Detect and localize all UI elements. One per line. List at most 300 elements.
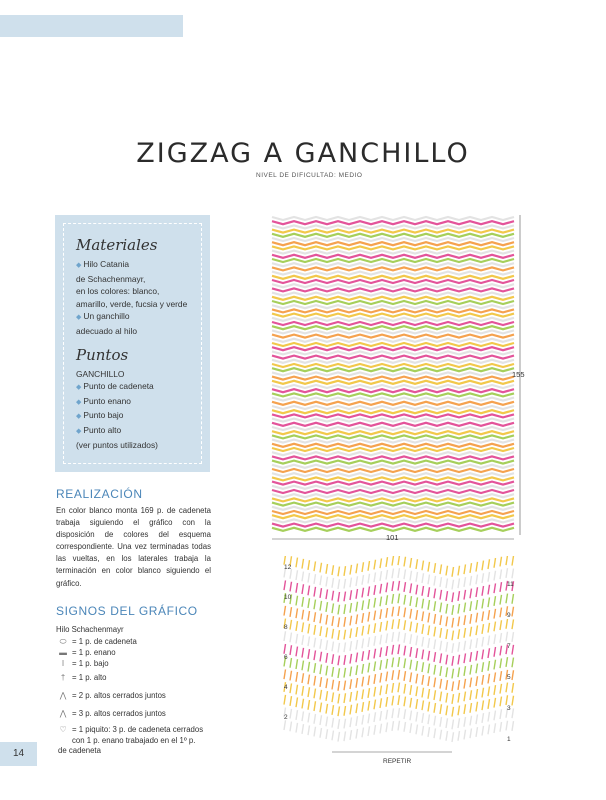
- chart-row-number: 11: [507, 581, 514, 588]
- chart-stitch: [326, 615, 328, 625]
- chart-stitch: [386, 722, 388, 732]
- realization-text: En color blanco monta 169 p. de cadeneta trabaja siguiendo el gráfico con la disposición de colores del esquema correspondiente. Una vez terminadas todas las vueltas, en los laterales trabaja la terminación en color blanco siguiendo el gráfico.: [56, 506, 211, 588]
- chart-stitch: [284, 644, 286, 654]
- repeat-label: REPETIR: [383, 758, 412, 765]
- chart-stitch: [356, 602, 358, 612]
- chart-stitch: [506, 657, 508, 667]
- chart-stitch: [416, 648, 418, 658]
- chart-stitch: [308, 624, 310, 634]
- chart-stitch: [284, 695, 286, 705]
- sign-legend-item: [56, 687, 221, 705]
- chart-stitch: [428, 575, 430, 585]
- chart-stitch: [296, 659, 298, 669]
- chart-stitch: [356, 576, 358, 586]
- chart-stitch: [500, 722, 502, 732]
- chart-stitch: [296, 583, 298, 593]
- chart-stitch: [302, 610, 304, 620]
- chart-stitch: [506, 619, 508, 629]
- blanket-stripe: [272, 431, 514, 434]
- chart-stitch: [422, 611, 424, 621]
- crochet-stitch-chart: [262, 556, 528, 771]
- chart-stitch: [458, 731, 460, 741]
- bullet-icon: ◆: [76, 384, 82, 392]
- blanket-stripe: [272, 246, 514, 249]
- chart-stitch: [458, 655, 460, 665]
- materials-item-3: [76, 298, 193, 311]
- chart-stitch: [386, 646, 388, 656]
- chart-stitch: [428, 625, 430, 635]
- chart-stitch: [350, 578, 352, 588]
- signs-legend: [56, 624, 221, 756]
- chart-stitch: [428, 702, 430, 712]
- chart-stitch: [434, 627, 436, 637]
- chart-stitch: [446, 693, 448, 703]
- chart-stitch: [332, 654, 334, 664]
- chart-stitch: [332, 642, 334, 652]
- blanket-stripe: [272, 477, 514, 480]
- chart-stitch: [512, 619, 514, 629]
- blanket-stripe: [272, 490, 514, 493]
- stitches-item-text: Punto alto: [83, 424, 122, 435]
- blanket-stripe: [272, 335, 514, 338]
- chart-stitch: [344, 731, 346, 741]
- chart-stitch: [488, 661, 490, 671]
- chart-stitch: [476, 575, 478, 585]
- chart-stitch: [440, 730, 442, 740]
- chart-stitch: [374, 598, 376, 608]
- chart-stitch: [476, 638, 478, 648]
- chart-stitch: [488, 674, 490, 684]
- chart-stitch: [458, 578, 460, 588]
- chart-stitch: [392, 645, 394, 655]
- stitches-list: [76, 368, 193, 452]
- chart-stitch: [374, 700, 376, 710]
- chart-stitch: [344, 693, 346, 703]
- chart-stitch: [362, 677, 364, 687]
- chart-stitch: [392, 683, 394, 693]
- materials-item-text: amarillo, verde, fucsia y verde: [76, 298, 188, 309]
- chart-stitch: [302, 661, 304, 671]
- chart-stitch: [296, 647, 298, 657]
- chart-stitch: [392, 594, 394, 604]
- page-title: ZIGZAG A GANCHILLO: [136, 138, 470, 169]
- sign-legend-text: = 1 p. enano: [72, 648, 116, 657]
- chart-stitch: [500, 697, 502, 707]
- blanket-stripe: [272, 322, 514, 325]
- chart-stitch: [422, 624, 424, 634]
- chart-stitch: [506, 695, 508, 705]
- chart-stitch: [302, 572, 304, 582]
- chart-stitch: [392, 670, 394, 680]
- chart-stitch: [398, 683, 400, 693]
- chart-stitch: [380, 673, 382, 683]
- blanket-stripe: [272, 314, 514, 317]
- chart-stitch: [380, 724, 382, 734]
- chart-stitch: [362, 600, 364, 610]
- chart-stitch: [410, 723, 412, 733]
- chart-stitch: [380, 660, 382, 670]
- chart-stitch: [494, 660, 496, 670]
- chart-stitch: [404, 595, 406, 605]
- chart-stitch: [356, 640, 358, 650]
- chart-stitch: [290, 696, 292, 706]
- chart-stitch: [344, 655, 346, 665]
- materials-item-text: Hilo Catania: [83, 259, 130, 269]
- blanket-stripe: [272, 255, 514, 258]
- sign-legend-item: [56, 736, 221, 746]
- chart-stitch: [458, 718, 460, 728]
- blanket-stripe: [272, 377, 514, 380]
- chart-stitch: [452, 694, 454, 704]
- chart-stitch: [380, 686, 382, 696]
- chart-stitch: [464, 641, 466, 651]
- blanket-stripe: [272, 297, 514, 300]
- blanket-stripe: [272, 444, 514, 447]
- chart-stitch: [314, 638, 316, 648]
- chart-stitch: [428, 587, 430, 597]
- chart-stitch: [404, 557, 406, 567]
- chart-stitch: [326, 577, 328, 587]
- chart-stitch: [320, 690, 322, 700]
- blanket-stripe: [272, 364, 514, 367]
- chart-stitch: [296, 570, 298, 580]
- chart-stitch: [488, 572, 490, 582]
- chart-stitch: [320, 664, 322, 674]
- chart-stitch: [380, 571, 382, 581]
- chart-stitch: [326, 653, 328, 663]
- chart-stitch: [458, 642, 460, 652]
- chart-stitch: [512, 594, 514, 604]
- blanket-stripe: [272, 473, 514, 476]
- blanket-stripe: [272, 272, 514, 275]
- materials-section: [76, 236, 193, 338]
- chart-stitch: [464, 603, 466, 613]
- chart-stitch: [398, 619, 400, 629]
- chart-stitch: [404, 633, 406, 643]
- chart-stitch: [464, 615, 466, 625]
- sign-legend-item: [56, 647, 221, 658]
- chart-stitch: [332, 629, 334, 639]
- chart-stitch: [446, 591, 448, 601]
- chart-stitch: [494, 596, 496, 606]
- chart-stitch: [392, 619, 394, 629]
- chart-stitch: [326, 704, 328, 714]
- chart-stitch: [404, 722, 406, 732]
- chart-stitch: [302, 648, 304, 658]
- chart-stitch: [434, 576, 436, 586]
- chart-stitch: [290, 671, 292, 681]
- chart-stitch: [464, 666, 466, 676]
- stitches-item-3: [76, 409, 193, 424]
- chart-stitch: [362, 613, 364, 623]
- stitches-item-text: Punto bajo: [83, 410, 124, 421]
- bullet-icon: ◆: [76, 398, 82, 406]
- blanket-stripe: [272, 280, 514, 283]
- chart-stitch: [452, 707, 454, 717]
- sign-legend-item: [56, 636, 221, 647]
- blanket-stripe: [272, 486, 514, 489]
- chart-stitch: [464, 590, 466, 600]
- blanket-stripe: [272, 511, 514, 514]
- chart-stitch: [476, 702, 478, 712]
- chart-stitch: [410, 596, 412, 606]
- chart-stitch: [320, 614, 322, 624]
- chart-stitch: [416, 686, 418, 696]
- chart-stitch: [290, 607, 292, 617]
- width-label: 101: [386, 533, 399, 542]
- chart-stitch: [464, 717, 466, 727]
- chart-stitch: [320, 639, 322, 649]
- chart-stitch: [368, 675, 370, 685]
- materials-item-text: de Schachenmayr,: [76, 273, 146, 284]
- chart-stitch: [416, 636, 418, 646]
- chart-stitch: [320, 703, 322, 713]
- chart-stitch: [470, 639, 472, 649]
- chart-stitch: [284, 631, 286, 641]
- chart-stitch: [488, 559, 490, 569]
- sign-legend-item: [56, 746, 221, 756]
- chart-stitch: [338, 668, 340, 678]
- signs-heading: SIGNOS DEL GRÁFICO: [56, 604, 198, 618]
- chart-stitch: [512, 683, 514, 693]
- chart-stitch: [320, 715, 322, 725]
- blanket-stripe: [272, 251, 514, 254]
- blanket-stripe: [272, 293, 514, 296]
- chart-stitch: [350, 679, 352, 689]
- chart-stitch: [344, 617, 346, 627]
- sign-legend-text: = 1 p. alto: [72, 673, 107, 682]
- chart-stitch: [362, 702, 364, 712]
- chart-stitch: [410, 609, 412, 619]
- chart-stitch: [470, 716, 472, 726]
- chart-stitch: [446, 604, 448, 614]
- chart-stitch: [494, 609, 496, 619]
- chart-stitch: [362, 689, 364, 699]
- chart-stitch: [410, 558, 412, 568]
- blanket-stripe: [272, 330, 514, 333]
- chart-stitch: [446, 706, 448, 716]
- chart-stitch: [284, 606, 286, 616]
- chart-stitch: [362, 651, 364, 661]
- chart-stitch: [458, 617, 460, 627]
- chart-stitch: [416, 572, 418, 582]
- blanket-stripe: [272, 469, 514, 472]
- chart-stitch: [404, 684, 406, 694]
- chart-stitch: [482, 599, 484, 609]
- chart-stitch: [332, 667, 334, 677]
- chart-stitch: [308, 725, 310, 735]
- stitches-item-text: GANCHILLO: [76, 368, 125, 379]
- chart-stitch: [332, 718, 334, 728]
- chart-stitch: [356, 614, 358, 624]
- chart-stitch: [506, 594, 508, 604]
- chart-stitch: [338, 656, 340, 666]
- stitches-item-5: [76, 439, 193, 452]
- bullet-icon: ◆: [76, 413, 82, 421]
- chart-stitch: [512, 696, 514, 706]
- sign-legend-text: = 1 p. de cadeneta: [72, 637, 137, 646]
- chart-stitch: [452, 681, 454, 691]
- blanket-stripe: [272, 326, 514, 329]
- chart-stitch: [422, 573, 424, 583]
- materials-item-0: [76, 258, 193, 273]
- blanket-stripe: [272, 381, 514, 384]
- chart-stitch: [482, 662, 484, 672]
- chart-stitch: [434, 716, 436, 726]
- signs-yarn: Hilo Schachenmayr: [56, 625, 124, 634]
- chart-stitch: [332, 603, 334, 613]
- blanket-stripe: [272, 263, 514, 266]
- chart-stitch: [404, 620, 406, 630]
- chart-stitch: [380, 597, 382, 607]
- chart-stitch: [302, 559, 304, 569]
- chart-row-number: 5: [507, 674, 511, 681]
- chart-stitch: [434, 690, 436, 700]
- blanket-stripe: [272, 456, 514, 459]
- chart-stitch: [368, 714, 370, 724]
- sign-legend-text: = 1 piquito: 3 p. de cadeneta cerrados: [72, 725, 204, 734]
- chart-stitch: [506, 568, 508, 578]
- chart-stitch: [302, 622, 304, 632]
- blanket-stripe: [272, 372, 514, 375]
- chart-stitch: [452, 643, 454, 653]
- chart-stitch: [332, 705, 334, 715]
- chart-stitch: [356, 653, 358, 663]
- chart-stitch: [344, 642, 346, 652]
- chart-stitch: [302, 673, 304, 683]
- chart-stitch: [344, 579, 346, 589]
- chart-stitch: [398, 581, 400, 591]
- chart-stitch: [314, 676, 316, 686]
- chart-stitch: [368, 586, 370, 596]
- chart-stitch: [446, 629, 448, 639]
- sign-legend-text: con 1 p. enano trabajado en el 1º p.: [72, 736, 196, 745]
- chart-stitch: [314, 701, 316, 711]
- chart-stitch: [320, 652, 322, 662]
- blanket-stripe: [272, 318, 514, 321]
- chart-stitch: [320, 575, 322, 585]
- materials-heading: Materiales: [76, 236, 158, 254]
- chart-stitch: [356, 729, 358, 739]
- chart-stitch: [422, 637, 424, 647]
- chart-stitch: [314, 663, 316, 673]
- chart-stitch: [284, 580, 286, 590]
- chart-stitch: [512, 708, 514, 718]
- chart-stitch: [452, 580, 454, 590]
- chart-stitch: [488, 597, 490, 607]
- chart-stitch: [380, 647, 382, 657]
- chart-stitch: [314, 727, 316, 737]
- chart-stitch: [308, 611, 310, 621]
- chart-stitch: [452, 605, 454, 615]
- chart-stitch: [434, 614, 436, 624]
- chart-stitch: [290, 722, 292, 732]
- chart-stitch: [500, 582, 502, 592]
- blanket-stripe: [272, 393, 514, 396]
- chart-stitch: [464, 564, 466, 574]
- stitch-symbol-icon: ▬: [59, 648, 67, 657]
- blanket-stripe: [272, 368, 514, 371]
- chart-stitch: [410, 685, 412, 695]
- chart-stitch: [344, 668, 346, 678]
- chart-stitch: [314, 625, 316, 635]
- chart-stitch: [476, 689, 478, 699]
- chart-stitch: [422, 586, 424, 596]
- blanket-stripe: [272, 288, 514, 291]
- chart-stitch: [488, 725, 490, 735]
- chart-stitch: [362, 626, 364, 636]
- chart-stitch: [494, 634, 496, 644]
- chart-stitch: [482, 650, 484, 660]
- chart-stitch: [344, 630, 346, 640]
- chart-stitch: [512, 658, 514, 668]
- chart-stitch: [290, 582, 292, 592]
- chart-stitch: [446, 578, 448, 588]
- blanket-stripe: [272, 410, 514, 413]
- chart-stitch: [404, 709, 406, 719]
- chart-stitch: [332, 578, 334, 588]
- chart-stitch: [380, 609, 382, 619]
- chart-stitch: [296, 596, 298, 606]
- chart-stitch: [326, 729, 328, 739]
- stitches-item-2: [76, 395, 193, 410]
- stitches-section: [76, 346, 193, 452]
- chart-stitch: [500, 620, 502, 630]
- chart-stitch: [470, 703, 472, 713]
- chart-stitch: [410, 647, 412, 657]
- chart-stitch: [434, 601, 436, 611]
- chart-stitch: [350, 692, 352, 702]
- chart-stitch: [470, 690, 472, 700]
- chart-row-number: 12: [284, 564, 292, 571]
- materials-box-inner: [63, 223, 202, 464]
- chart-stitch: [296, 685, 298, 695]
- chart-stitch: [332, 680, 334, 690]
- chart-stitch: [284, 720, 286, 730]
- chart-stitch: [320, 588, 322, 598]
- chart-stitch: [308, 713, 310, 723]
- chart-stitch: [416, 559, 418, 569]
- blanket-stripe: [272, 423, 514, 426]
- chart-stitch: [374, 674, 376, 684]
- materials-item-5: [76, 325, 193, 338]
- chart-stitch: [314, 587, 316, 597]
- chart-stitch: [500, 633, 502, 643]
- blanket-stripe: [272, 301, 514, 304]
- chart-stitch: [500, 709, 502, 719]
- chart-stitch: [308, 649, 310, 659]
- chart-stitch: [500, 684, 502, 694]
- chart-stitch: [494, 685, 496, 695]
- chart-stitch: [290, 645, 292, 655]
- blanket-stripe: [272, 230, 514, 233]
- chart-stitch: [452, 732, 454, 742]
- chart-stitch: [290, 683, 292, 693]
- chart-stitch: [416, 585, 418, 595]
- chart-stitch: [386, 595, 388, 605]
- chart-stitch: [422, 688, 424, 698]
- stitches-item-4: [76, 424, 193, 439]
- stitches-item-1: [76, 380, 193, 395]
- blanket-stripe: [272, 238, 514, 241]
- chart-stitch: [458, 629, 460, 639]
- chart-stitch: [362, 664, 364, 674]
- chart-stitch: [290, 620, 292, 630]
- chart-stitch: [488, 686, 490, 696]
- blanket-stripe: [272, 507, 514, 510]
- chart-stitch: [380, 635, 382, 645]
- chart-stitch: [494, 558, 496, 568]
